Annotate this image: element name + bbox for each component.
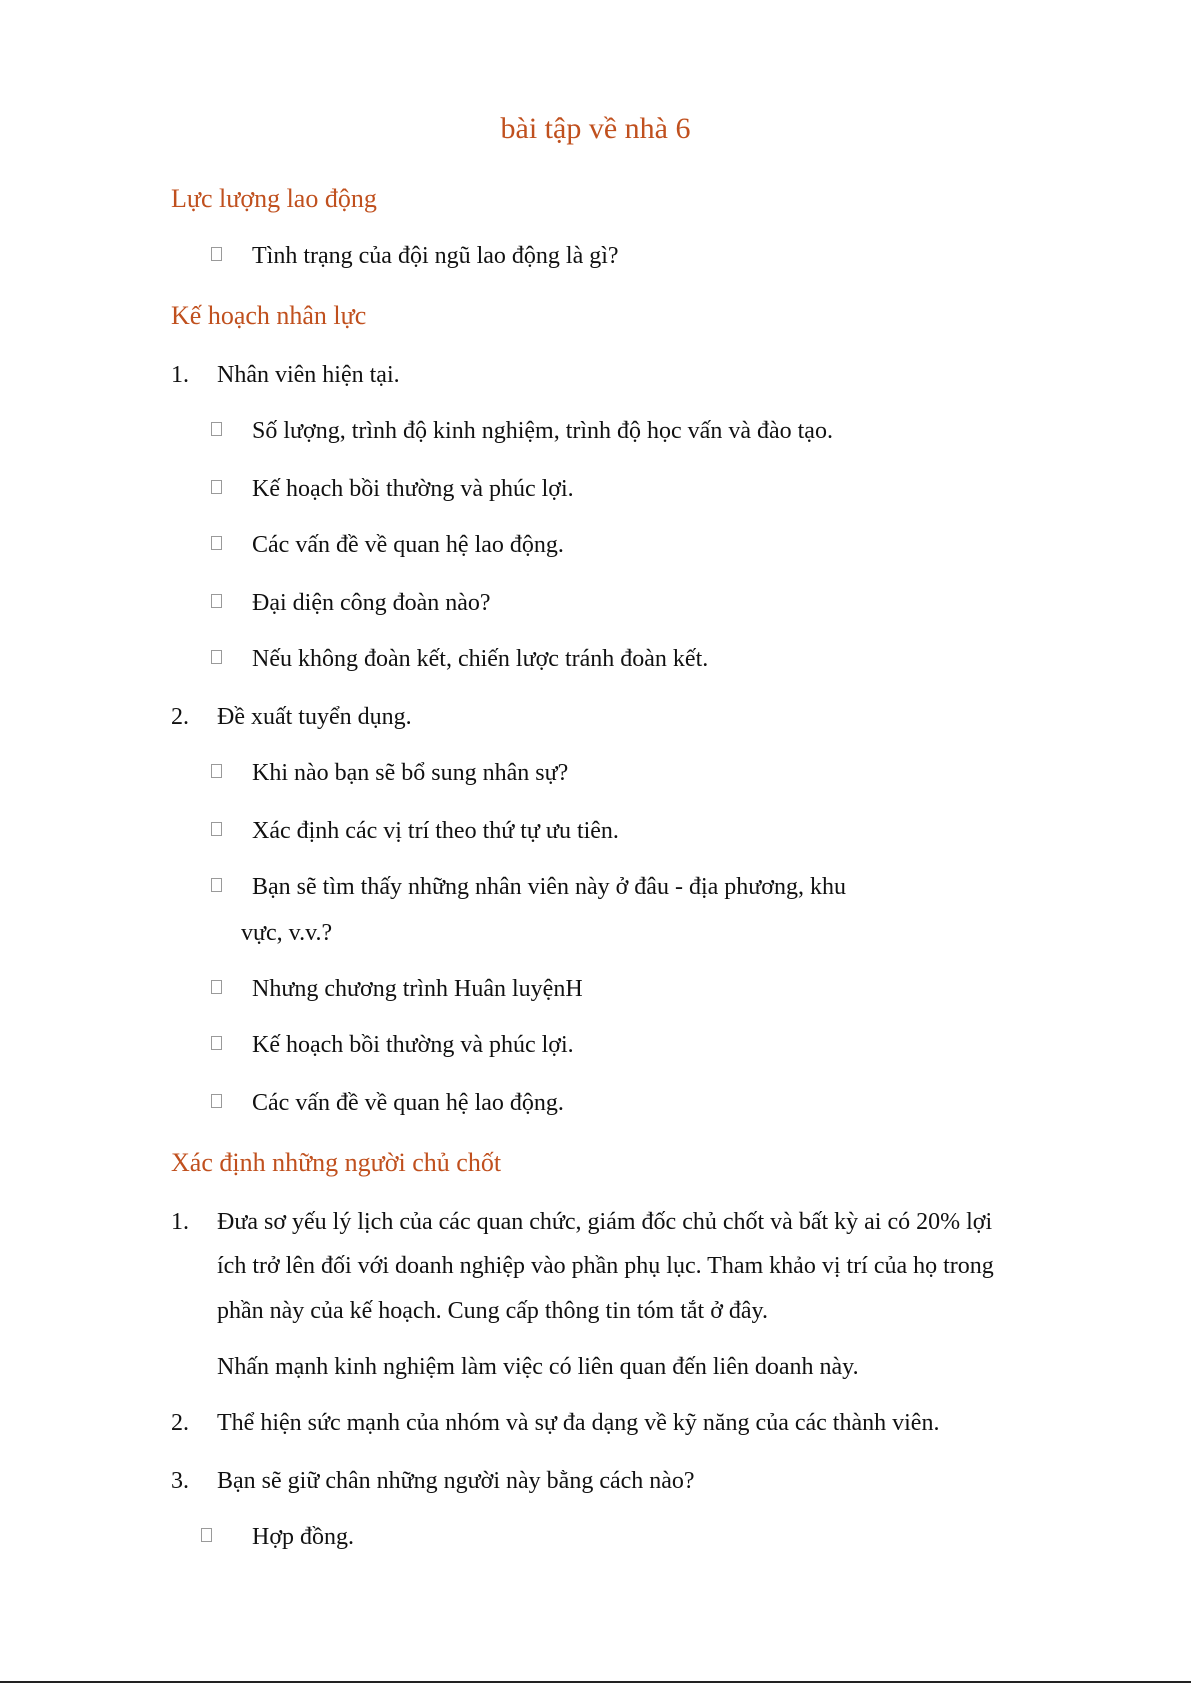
paragraph-line: Nhấn mạnh kinh nghiệm làm việc có liên quan đến liên doanh này. xyxy=(217,1354,859,1380)
bullet-box-icon xyxy=(201,1528,212,1542)
list-item-text: Nhân viên hiện tại. xyxy=(217,362,400,388)
list-number: 2. xyxy=(171,704,189,730)
bullet-text: Các vấn đề về quan hệ lao động. xyxy=(252,532,564,558)
list-item-text: Thể hiện sức mạnh của nhóm và sự đa dạng về kỹ năng của các thành viên. xyxy=(217,1410,940,1436)
paragraph-line: Đưa sơ yếu lý lịch của các quan chức, giám đốc chủ chốt và bất kỳ ai có 20% lợi xyxy=(217,1209,993,1235)
bullet-text: Các vấn đề về quan hệ lao động. xyxy=(252,1090,564,1116)
bullet-text: Nếu không đoàn kết, chiến lược tránh đoàn kết. xyxy=(252,646,709,672)
page-title: bài tập về nhà 6 xyxy=(500,112,691,145)
section-heading-workforce: Lực lượng lao động xyxy=(171,184,377,213)
bullet-text: Hợp đồng. xyxy=(252,1524,355,1550)
paragraph-line: phần này của kế hoạch. Cung cấp thông tin tóm tắt ở đây. xyxy=(217,1298,768,1324)
bullet-text: Khi nào bạn sẽ bổ sung nhân sự? xyxy=(252,760,569,786)
list-number: 1. xyxy=(171,362,189,388)
bullet-text: Số lượng, trình độ kinh nghiệm, trình độ học vấn và đào tạo. xyxy=(252,418,833,444)
list-item-text: Đề xuất tuyển dụng. xyxy=(217,704,412,730)
bullet-text: Đại diện công đoàn nào? xyxy=(252,590,491,616)
bullet-box-icon xyxy=(211,878,222,892)
bullet-text: Tình trạng của đội ngũ lao động là gì? xyxy=(252,243,619,269)
list-number: 3. xyxy=(171,1468,189,1494)
bullet-box-icon xyxy=(211,764,222,778)
bullet-box-icon xyxy=(211,822,222,836)
bullet-box-icon xyxy=(211,247,222,261)
bullet-box-icon xyxy=(211,480,222,494)
bullet-text: Bạn sẽ tìm thấy những nhân viên này ở đâu - địa phương, khu xyxy=(252,874,846,900)
paragraph-line: ích trở lên đối với doanh nghiệp vào phần phụ lục. Tham khảo vị trí của họ trong xyxy=(217,1253,994,1279)
list-number: 2. xyxy=(171,1410,189,1436)
list-item-text: Bạn sẽ giữ chân những người này bằng cách nào? xyxy=(217,1468,695,1494)
section-heading-hr-plan: Kế hoạch nhân lực xyxy=(171,301,367,330)
bullet-text-continuation: vực, v.v.? xyxy=(241,920,333,946)
bullet-text: Kế hoạch bồi thường và phúc lợi. xyxy=(252,476,574,502)
bullet-box-icon xyxy=(211,980,222,994)
bullet-box-icon xyxy=(211,1094,222,1108)
bullet-box-icon xyxy=(211,650,222,664)
list-number: 1. xyxy=(171,1209,189,1235)
bullet-text: Kế hoạch bồi thường và phúc lợi. xyxy=(252,1032,574,1058)
bullet-box-icon xyxy=(211,422,222,436)
section-heading-key-people: Xác định những người chủ chốt xyxy=(171,1148,502,1177)
bullet-box-icon xyxy=(211,594,222,608)
bullet-text: Nhưng chương trình Huân luyệnH xyxy=(252,976,583,1002)
bullet-text: Xác định các vị trí theo thứ tự ưu tiên. xyxy=(252,818,619,844)
page-bottom-rule xyxy=(0,1681,1191,1683)
bullet-box-icon xyxy=(211,1036,222,1050)
bullet-box-icon xyxy=(211,536,222,550)
